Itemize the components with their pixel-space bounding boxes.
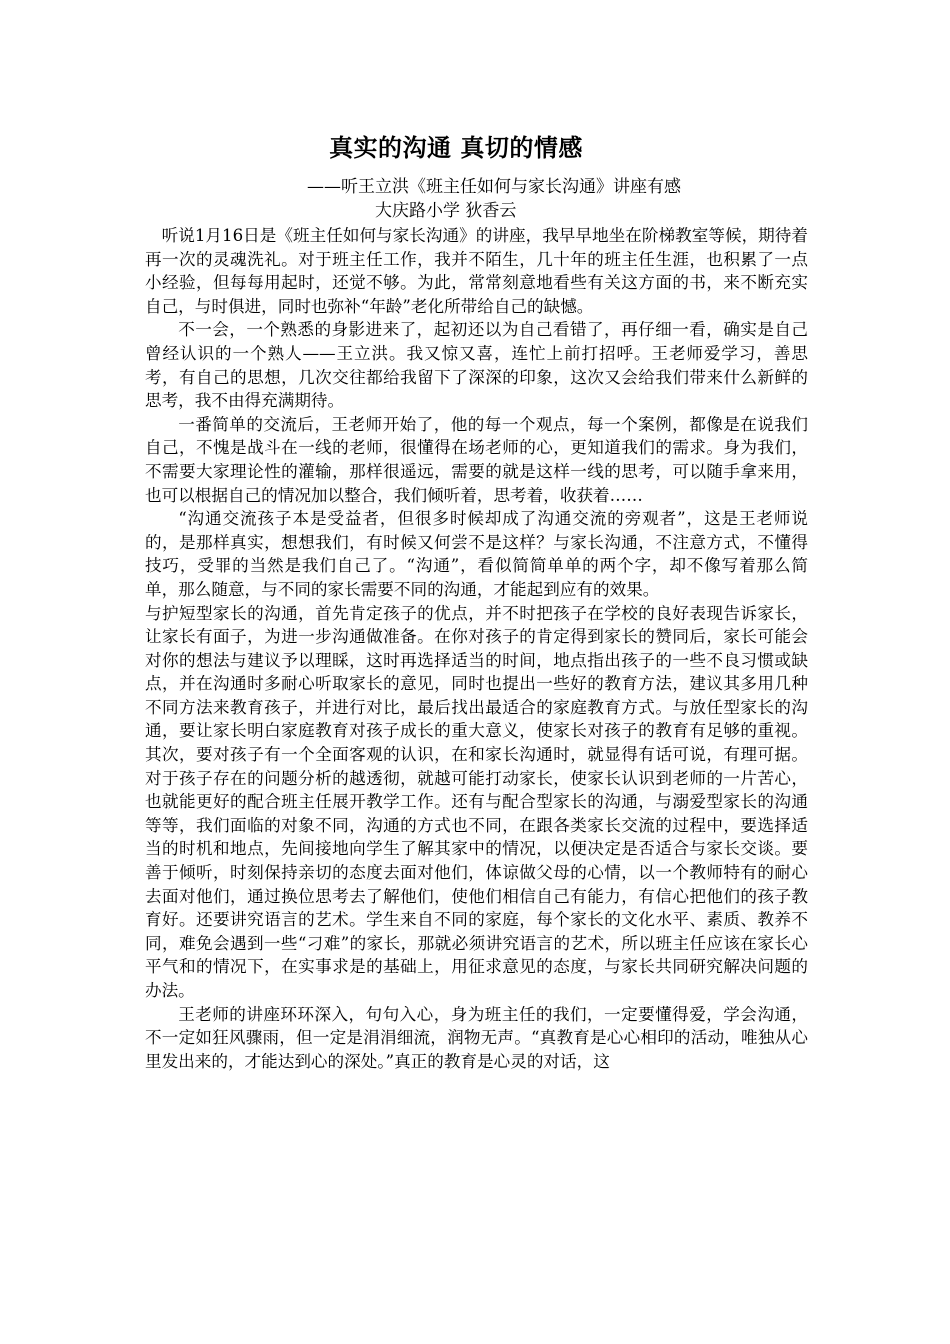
author-line: 大庆路小学 狄香云 <box>375 201 517 221</box>
paragraph-2: 不一会，一个熟悉的身影进来了，起初还以为自己看错了，再仔细一看，确实是自己曾经认识的一个熟人——王立洪。我又惊又喜，连忙上前打招呼。王老师爱学习，善思考，有自己的思想，几次交往都给我留下了深深的印象，这次又会给我们带来什么新鲜的思考，我不由得充满期待。 <box>145 320 808 411</box>
document-body <box>145 224 808 1073</box>
document-title: 真实的沟通 真切的情感 <box>329 133 583 162</box>
paragraph-3: 一番简单的交流后，王老师开始了，他的每一个观点，每一个案例，都像是在说我们自己，不愧是战斗在一线的老师，很懂得在场老师的心，更知道我们的需求。身为我们，不需要大家理论性的灌输，那样很遥远，需要的就是这样一线的思考，可以随手拿来用，也可以根据自己的情况加以整合，我们倾听着，思考着，收获着…… <box>145 414 808 505</box>
paragraph-5: 与护短型家长的沟通，首先肯定孩子的优点，并不时把孩子在学校的良好表现告诉家长，让家长有面子，为进一步沟通做准备。在你对孩子的肯定得到家长的赞同后，家长可能会对你的想法与建议予以理睬，这时再选择适当的时间，地点指出孩子的一些不良习惯或缺点，并在沟通时多耐心听取家长的意见，同时也提出一些好的教育方法，建议其多用几种不同方法来教育孩子，并进行对比，最后找出最适合的家庭教育方式。与放任型家长的沟通，要让家长明白家庭教育对孩子成长的重大意义，使家长对孩子的教育有足够的重视。其次，要对孩子有一个全面客观的认识，在和家长沟通时，就显得有话可说，有理可据。对于孩子存在的问题分析的越透彻，就越可能打动家长，使家长认识到老师的一片苦心，也就能更好的配合班主任展开教学工作。还有与配合型家长的沟通，与溺爱型家长的沟通等等，我们面临的对象不同，沟通的方式也不同，在跟各类家长交流的过程中，要选择适当的时机和地点，先间接地向学生了解其家中的情况，以便决定是否适合与家长交谈。要善于倾听，时刻保持亲切的态度去面对他们，体谅做父母的心情，以一个教师特有的耐心去面对他们，通过换位思考去了解他们，使他们相信自己有能力，有信心把他们的孩子教育好。还要讲究语言的艺术。学生来自不同的家庭，每个家长的文化水平、素质、教养不同，难免会遇到一些“刁难”的家长，那就必须讲究语言的艺术，所以班主任应该在家长心平气和的情况下，在实事求是的基础上，用征求意见的态度，与家长共同研究解决问题的办法。 <box>145 603 808 1000</box>
paragraph-1: 听说1月16日是《班主任如何与家长沟通》的讲座，我早早地坐在阶梯教室等候，期待着再一次的灵魂洗礼。对于班主任工作，我并不陌生，几十年的班主任生涯，也积累了一点小经验，但每每用起时，还觉不够。为此，常常刻意地看些有关这方面的书，来不断充实自己，与时俱进，同时也弥补“年龄”老化所带给自己的缺憾。 <box>145 226 808 316</box>
document-subtitle: ——听王立洪《班主任如何与家长沟通》讲座有感 <box>307 177 681 197</box>
paragraph-4: “沟通交流孩子本是受益者，但很多时候却成了沟通交流的旁观者”，这是王老师说的，是那样真实，想想我们，有时候又何尝不是这样？与家长沟通，不注意方式，不懂得技巧，受罪的当然是我们自己了。“沟通”，看似简简单单的两个字，却不像写着那么简单，那么随意，与不同的家长需要不同的沟通，才能起到应有的效果。 <box>145 509 808 599</box>
paragraph-6: 王老师的讲座环环深入，句句入心，身为班主任的我们，一定要懂得爱，学会沟通，不一定如狂风骤雨，但一定是涓涓细流，润物无声。“真教育是心心相印的活动，唯独从心里发出来的，才能达到心的深处。”真正的教育是心灵的对话，这 <box>145 1004 808 1071</box>
